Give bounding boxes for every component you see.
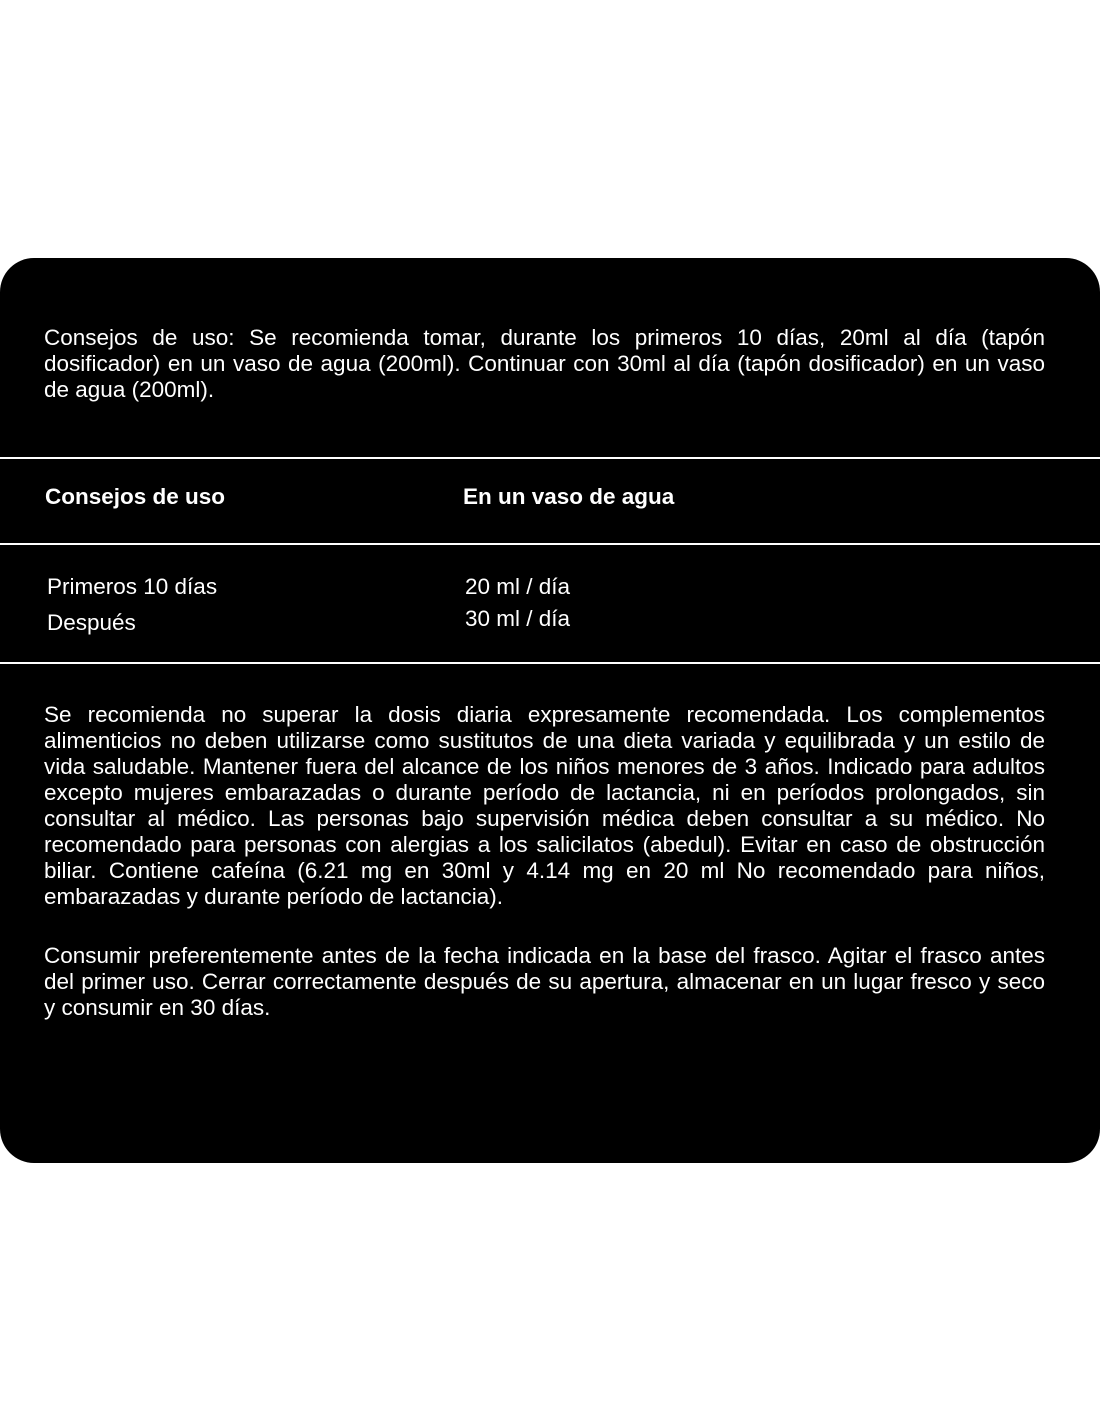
usage-intro-text: Consejos de uso: Se recomienda tomar, durante los primeros 10 días, 20ml al día (tapón dosificador) en un vaso de agua (200ml). Continuar con 30ml al día (tapón dosificador) en un vaso de agua (200ml). xyxy=(44,325,1045,402)
table-bottom-divider xyxy=(0,662,1100,664)
table-row-1-dose: 20 ml / día xyxy=(465,574,571,599)
table-top-divider xyxy=(0,457,1100,459)
storage-paragraph: Consumir preferentemente antes de la fecha indicada en la base del frasco. Agitar el frasco antes del primer uso. Cerrar correctamente después de su apertura, almacenar en un lugar fresco y seco y consumir en 30 días. xyxy=(44,943,1045,1020)
table-row-2-dose: 30 ml / día xyxy=(465,606,571,631)
table-header-dose: En un vaso de agua xyxy=(463,484,675,509)
table-row-1-period: Primeros 10 días xyxy=(47,574,218,599)
warnings-paragraph: Se recomienda no superar la dosis diaria expresamente recomendada. Los complementos alimenticios no deben utilizarse como sustitutos de una dieta variada y equilibrada y un estilo de vida saludable. Mantener fuera del alcance de los niños menores de 3 años. Indicado para adultos excepto mujeres embarazadas o durante período de lactancia, ni en períodos prolongados, sin consultar al médico. Las personas bajo supervisión médica deben consultar a su médico. No recomendado para personas con alergias a los salicilatos (abedul). Evitar en caso de obstrucción biliar. Contiene cafeína (6.21 mg en 30ml y 4.14 mg en 20 ml No recomendado para niños, embarazadas y durante período de lactancia). xyxy=(44,702,1045,909)
table-header-divider xyxy=(0,543,1100,545)
table-header-usage: Consejos de uso xyxy=(45,484,226,509)
table-row-2-period: Después xyxy=(47,610,136,635)
label-panel xyxy=(0,258,1100,1163)
